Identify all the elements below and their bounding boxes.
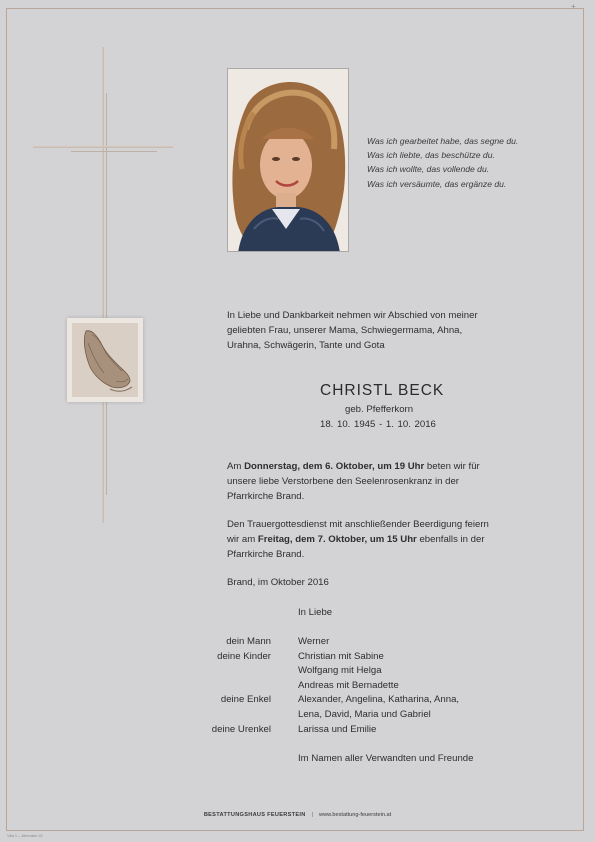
farewell-intro	[227, 309, 478, 353]
mourner-name: Alexander, Angelina, Katharina, Anna,	[298, 694, 460, 706]
mourner-role: deine Enkel	[220, 694, 271, 706]
mourner-name: Wolfgang mit Helga	[298, 665, 382, 677]
intro-line: Urahna, Schwägerin, Tante und Gota	[227, 339, 385, 351]
mourner-row	[0, 723, 560, 738]
funeral-text: ebenfalls in der	[416, 533, 485, 545]
rosary-text: beten wir für	[424, 461, 480, 472]
mourner-name: Andreas mit Bernadette	[298, 679, 399, 691]
life-dates: 18. 10. 1945 - 1. 10. 2016	[320, 419, 436, 430]
mourner-role: deine Urenkel	[211, 723, 271, 735]
funeral-text: Den Trauergottesdienst mit anschließender Beerdigung feiern	[227, 519, 489, 530]
mourner-role: deine Kinder	[217, 650, 271, 662]
rosary-text: Am	[227, 461, 245, 472]
cross-vertical-line	[106, 93, 107, 495]
mourner-name: Christian mit Sabine	[298, 650, 384, 662]
verse-line: Was ich versäumte, das ergänze du.	[367, 178, 507, 189]
funeral-home-website[interactable]: www.bestattung-feuerstein.at	[319, 812, 392, 818]
fine-print: Vita 1 – Abenden 41	[7, 833, 43, 838]
deceased-name: CHRISTL BECK	[320, 382, 445, 399]
intro-line: geliebten Frau, unserer Mama, Schwiegermama, Ahna,	[227, 324, 463, 336]
rosary-datetime: Donnerstag, dem 6. Oktober, um 19 Uhr	[244, 461, 425, 472]
closing-row	[0, 752, 560, 767]
closing-line: Im Namen aller Verwandten und Freunde	[298, 753, 474, 764]
verse-line: Was ich wollte, das vollende du.	[367, 164, 490, 175]
mourner-name: Werner	[298, 636, 330, 647]
mourner-row	[0, 693, 560, 708]
verse-text	[367, 134, 518, 191]
intro-line: In Liebe und Dankbarkeit nehmen wir Abschied von meiner	[227, 310, 478, 321]
verse-line: Was ich liebte, das beschütze du.	[367, 150, 495, 161]
mourner-name: Lena, David, Maria und Gabriel	[298, 709, 431, 720]
mourner-row	[0, 635, 560, 650]
corner-mark: +	[571, 2, 576, 11]
place-date: Brand, im Oktober 2016	[227, 577, 329, 588]
cross-horizontal-bar	[33, 146, 173, 148]
praying-hands-icon	[72, 323, 138, 397]
cross-horizontal-line	[71, 151, 157, 152]
funeral-text: wir am	[227, 533, 258, 545]
born-name: geb. Pfefferkorn	[345, 404, 414, 415]
cross-vertical-bar	[102, 47, 104, 523]
funeral-announcement	[227, 518, 489, 562]
praying-hands-image	[67, 318, 143, 402]
mourner-name: Larissa und Emilie	[298, 723, 377, 735]
in-love-label: In Liebe	[298, 607, 333, 618]
footer	[0, 812, 595, 818]
verse-line: Was ich gearbeitet habe, das segne du.	[367, 136, 519, 146]
mourners-intro-row	[0, 606, 560, 621]
rosary-announcement	[227, 460, 480, 504]
rosary-text: unsere liebe Verstorbene den Seelenrosenkranz in der	[227, 475, 460, 487]
mourner-row	[0, 679, 560, 694]
mourner-row	[0, 650, 560, 665]
footer-separator: |	[311, 812, 314, 818]
mourner-row	[0, 664, 560, 679]
funeral-home-name: BESTATTUNGSHAUS FEUERSTEIN	[203, 812, 306, 818]
portrait-photo	[227, 68, 349, 252]
mourner-role: dein Mann	[226, 636, 271, 647]
funeral-text: Pfarrkirche Brand.	[227, 548, 305, 560]
rosary-text: Pfarrkirche Brand.	[227, 490, 305, 502]
funeral-datetime: Freitag, dem 7. Oktober, um 15 Uhr	[257, 533, 417, 545]
mourner-row	[0, 708, 560, 723]
